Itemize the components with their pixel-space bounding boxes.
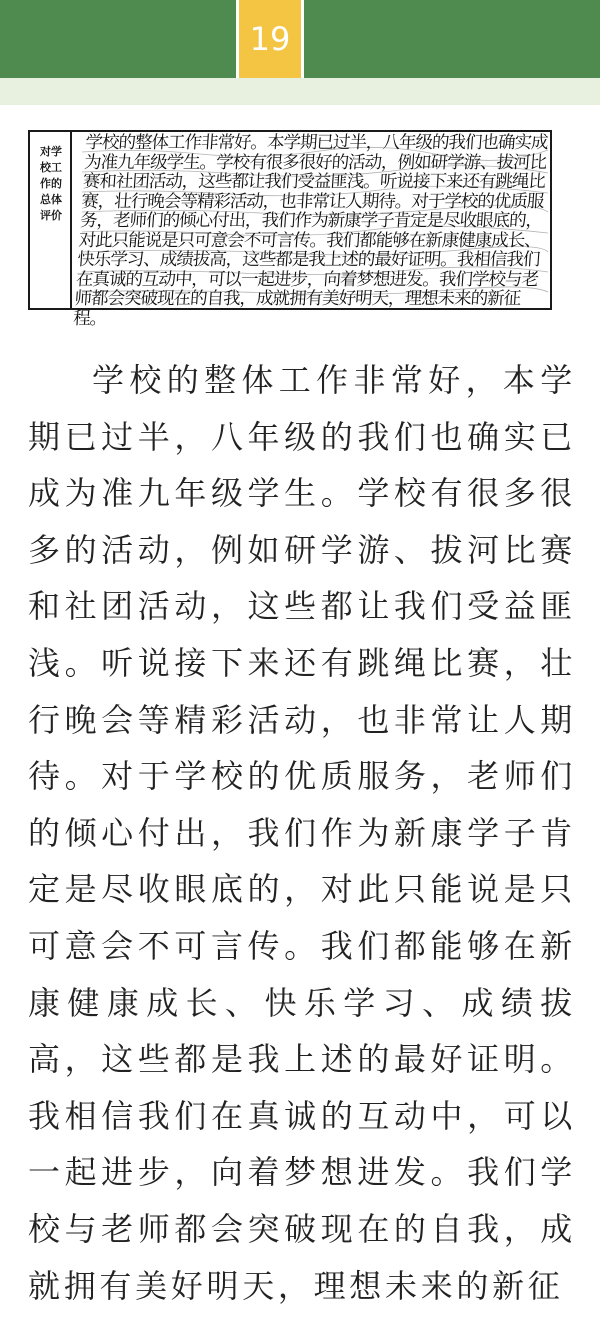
- subheader-bar: [0, 78, 600, 105]
- handwritten-text: 学校的整体工作非常好。本学期已过半，八年级的我们也确实成为准九年级学生。学校有很多很好的活动，例如研学游、拔河比赛和社团活动，这些都让我们受益匪浅。听说接下来还有跳绳比赛，壮行晚会等精彩活动，也非常让人期待。对于学校的优质服务，老师们的倾心付出，我们作为新康学子肯定是尽收眼底的，对此只能说是只可意会不可言传。我们都能够在新康健康成长、快乐学习、成绩拔高，这些都是我上述的最好证明。我相信我们在真诚的互动中，可以一起进步，向着梦想进发。我们学校与老师都会突破现在的自我，成就拥有美好明天，理想未来的新征程。: [72, 133, 549, 329]
- form-label-column: [30, 132, 72, 308]
- page-number-badge: 19: [239, 0, 301, 78]
- handwritten-form-image: [28, 130, 552, 329]
- article-paragraph: 学校的整体工作非常好，本学期已过半，八年级的我们也确实已成为准九年级学生。学校有很多很多的活动，例如研学游、拔河比赛和社团活动，这些都让我们受益匪浅。听说接下来还有跳绳比赛，壮行晚会等精彩活动，也非常让人期待。对于学校的优质服务，老师们的倾心付出，我们作为新康学子肯定是尽收眼底的，对此只能说是只可意会不可言传。我们都能够在新康健康成长、快乐学习、成绩拔高，这些都是我上述的最好证明。我相信我们在真诚的互动中，可以一起进步，向着梦想进发。我们学校与老师都会突破现在的自我，成就拥有美好明天，理想未来的新征: [28, 361, 576, 1305]
- form-label: 对学校工作的总体评价: [40, 145, 62, 222]
- badge-divider: [301, 0, 304, 78]
